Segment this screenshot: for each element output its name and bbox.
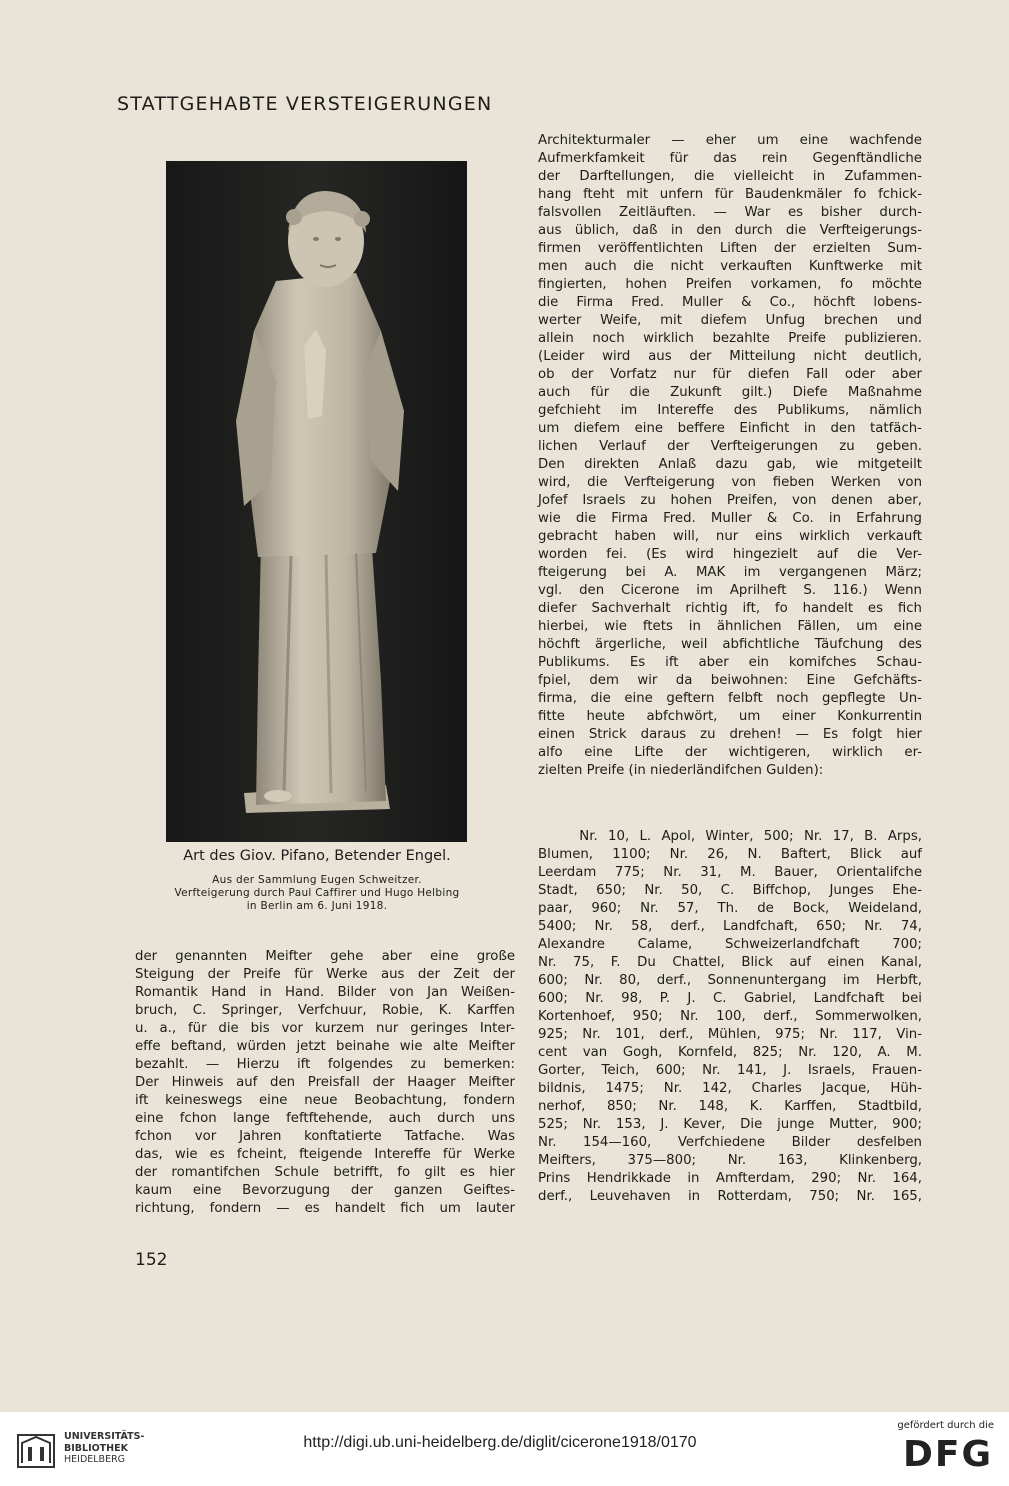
text-line: Romantik Hand in Hand. Bilder von Jan Weißen- (135, 985, 515, 1000)
text-line: paar, 960; Nr. 57, Th. de Bock, Weideland, (538, 901, 922, 916)
text-line: alfo eine Lifte der wichtigeren, wirklich er- (538, 745, 922, 760)
text-line: Prins Hendrikkade in Amfterdam, 290; Nr. 164, (538, 1171, 922, 1186)
text-line: richtung, fondern — es handelt fich um lauter (135, 1201, 515, 1216)
text-line: Blumen, 1100; Nr. 26, N. Baftert, Blick auf (538, 847, 922, 862)
text-line: werter Weife, mit diefem Unfug brechen und (538, 313, 922, 328)
text-line: gefchieht im Intereffe des Publikums, nämlich (538, 403, 922, 418)
text-line: die Firma Fred. Muller & Co., höchft lobens- (538, 295, 922, 310)
text-line: effe beftand, würden jetzt beinahe wie alte Meifter (135, 1039, 515, 1054)
text-line: worden fei. (Es wird hingezielt auf die Ver- (538, 547, 922, 562)
text-line: 600; Nr. 80, derf., Sonnenuntergang im Herbft, (538, 973, 922, 988)
text-line: 5400; Nr. 58, derf., Landfchaft, 650; Nr. 74, (538, 919, 922, 934)
text-line: kaum eine Bevorzugung der ganzen Geiftes- (135, 1183, 515, 1198)
text-line: fteigerung bei A. MAK im vergangenen März; (538, 565, 922, 580)
viewer-footer (0, 1412, 1009, 1486)
text-line: fchon vor Jahren konftatierte Tatfache. Was (135, 1129, 515, 1144)
text-line: Publikums. Es ift aber ein komifches Schau- (538, 655, 922, 670)
university-library-logo-icon (14, 1429, 58, 1473)
text-line: 525; Nr. 153, J. Kever, Die junge Mutter, 900; (538, 1117, 922, 1132)
text-line: fitte heute abfchwört, um einer Konkurrentin (538, 709, 922, 724)
figure-caption: Art des Giov. Pifano, Betender Engel. (183, 848, 451, 864)
text-line: u. a., für die bis vor kurzem nur geringes Inter- (135, 1021, 515, 1036)
text-line: Den direkten Anlaß dazu gab, wie mitgeteilt (538, 457, 922, 472)
dfg-logo: DFG (902, 1434, 993, 1475)
angel-statue-image (166, 161, 467, 842)
text-line: 600; Nr. 98, P. J. C. Gabriel, Landfchaft bei (538, 991, 922, 1006)
figure-photo (166, 161, 467, 842)
text-line: Aufmerkfamkeit für das rein Gegenftändliche (538, 151, 922, 166)
text-line: hierbei, wie ftets in ähnlichen Fällen, um eine (538, 619, 922, 634)
permalink-url[interactable]: http://digi.ub.uni-heidelberg.de/diglit/cicerone1918/0170 (303, 1434, 697, 1451)
text-line: (Leider wird aus der Mitteilung nicht deutlich, (538, 349, 922, 364)
text-line: firmen veröffentlichten Liften der erzielten Sum- (538, 241, 922, 256)
text-line: ift keineswegs eine neue Beobachtung, fondern (135, 1093, 515, 1108)
text-line: nerhof, 850; Nr. 148, K. Karffen, Stadtbild, (538, 1099, 922, 1114)
text-line: Architekturmaler — eher um eine wachfende (538, 133, 922, 148)
text-line: vgl. den Cicerone im Aprilheft S. 116.) Wenn (538, 583, 922, 598)
library-name-line: BIBLIOTHEK (64, 1442, 128, 1454)
text-line: das, wie es fcheint, fteigende Intereffe für Werke (135, 1147, 515, 1162)
figure-credit-line: in Berlin am 6. Juni 1918. (246, 900, 388, 912)
text-line: 925; Nr. 101, derf., Mühlen, 975; Nr. 117, Vin- (538, 1027, 922, 1042)
text-line: cent van Gogh, Kornfeld, 825; Nr. 120, A. M. (538, 1045, 922, 1060)
text-line: Stadt, 650; Nr. 50, C. Biffchop, Junges Ehe- (538, 883, 922, 898)
text-line: allein noch wirklich bezahlte Preife publizieren. (538, 331, 922, 346)
text-line: höchft ärgerliche, weil abfichtliche Täufchung des (538, 637, 922, 652)
text-line: Gorter, Teich, 600; Nr. 141, J. Israels, Frauen- (538, 1063, 922, 1078)
text-line: gebracht haben will, nur eins wirklich verkauft (538, 529, 922, 544)
text-line: einen Strick daraus zu drehen! — Es folgt hier (538, 727, 922, 742)
text-line: derf., Leuvehaven in Rotterdam, 750; Nr. 165, (538, 1189, 922, 1204)
text-line: Leerdam 775; Nr. 31, M. Bauer, Orientalifche (538, 865, 922, 880)
figure-credit-line: Aus der Sammlung Eugen Schweitzer. (212, 874, 422, 886)
text-line: Meifters, 375—800; Nr. 163, Klinkenberg, (538, 1153, 922, 1168)
text-line: men auch die nicht verkauften Kunftwerke mit (538, 259, 922, 274)
text-line: diefer Sachverhalt richtig ift, fo handelt es fich (538, 601, 922, 616)
text-line: Jofef Israels zu hohen Preifen, von denen aber, (538, 493, 922, 508)
text-line: fpiel, dem wir da beiwohnen: Eine Gefchäfts- (538, 673, 922, 688)
right-column-text (538, 132, 922, 780)
figure-credit-line: Verfteigerung durch Paul Caffirer und Hugo Helbing (174, 887, 460, 899)
text-line: wird, die Verfteigerung von fieben Werken von (538, 475, 922, 490)
text-line: aus üblich, daß in den durch die Verfteigerungs- (538, 223, 922, 238)
library-name-line: UNIVERSITÄTS- (64, 1431, 145, 1442)
text-line: Nr. 154—160, Verfchiedene Bilder desfelben (538, 1135, 922, 1150)
text-line: auch für die Zukunft gilt.) Diefe Maßnahme (538, 385, 922, 400)
text-line: bildnis, 1475; Nr. 142, Charles Jacque, Hüh- (538, 1081, 922, 1096)
text-line: wie die Firma Fred. Muller & Co. in Erfahrung (538, 511, 922, 526)
text-line: der genannten Meifter gehe aber eine große (135, 949, 515, 964)
text-line: Nr. 10, L. Apol, Winter, 500; Nr. 17, B. Arps, (538, 829, 922, 844)
left-column-text (135, 948, 515, 1218)
text-line: Steigung der Preife für Werke aus der Zeit der (135, 967, 515, 982)
page-number: 152 (135, 1250, 168, 1270)
text-line: lichen Verlauf der Verfteigerungen zu geben. (538, 439, 922, 454)
text-line: zielten Preife (in niederländifchen Gulden): (538, 763, 824, 778)
running-header: STATTGEHABTE VERSTEIGERUNGEN (117, 93, 493, 115)
text-line: firma, die eine geftern felbft noch gepflegte Un- (538, 691, 922, 706)
text-line: Der Hinweis auf den Preisfall der Haager Meifter (135, 1075, 515, 1090)
text-line: eine fchon lange feftftehende, auch durch uns (135, 1111, 515, 1126)
text-line: bruch, C. Springer, Verfchuur, Robie, K. Karffen (135, 1003, 515, 1018)
text-line: der Darftellungen, die vielleicht in Zufammen- (538, 169, 922, 184)
library-name-line: HEIDELBERG (64, 1454, 126, 1465)
text-line: um diefem eine beffere Einficht in den tatfäch- (538, 421, 922, 436)
text-line: Kortenhoef, 950; Nr. 100, derf., Sommerwolken, (538, 1009, 922, 1024)
text-line: Alexandre Calame, Schweizerlandfchaft 700; (538, 937, 922, 952)
text-line: falsvollen Zeitläuften. — War es bisher durch- (538, 205, 922, 220)
text-line: bezahlt. — Hierzu ift folgendes zu bemerken: (135, 1057, 515, 1072)
text-line: Nr. 75, F. Du Chattel, Blick auf einen Kanal, (538, 955, 922, 970)
text-line: fingierten, hohen Preifen vorkamen, fo möchte (538, 277, 922, 292)
text-line: der romantifchen Schule betrifft, fo gilt es hier (135, 1165, 515, 1180)
university-library-name (64, 1431, 144, 1466)
funding-label: gefördert durch die (897, 1420, 994, 1431)
text-line: hang fteht mit unfern für Baudenkmäler fo fchick- (538, 187, 922, 202)
figure-credit (117, 874, 517, 913)
auction-results-list (538, 828, 922, 1206)
text-line: ob der Vorfatz nur für diefen Fall oder aber (538, 367, 922, 382)
